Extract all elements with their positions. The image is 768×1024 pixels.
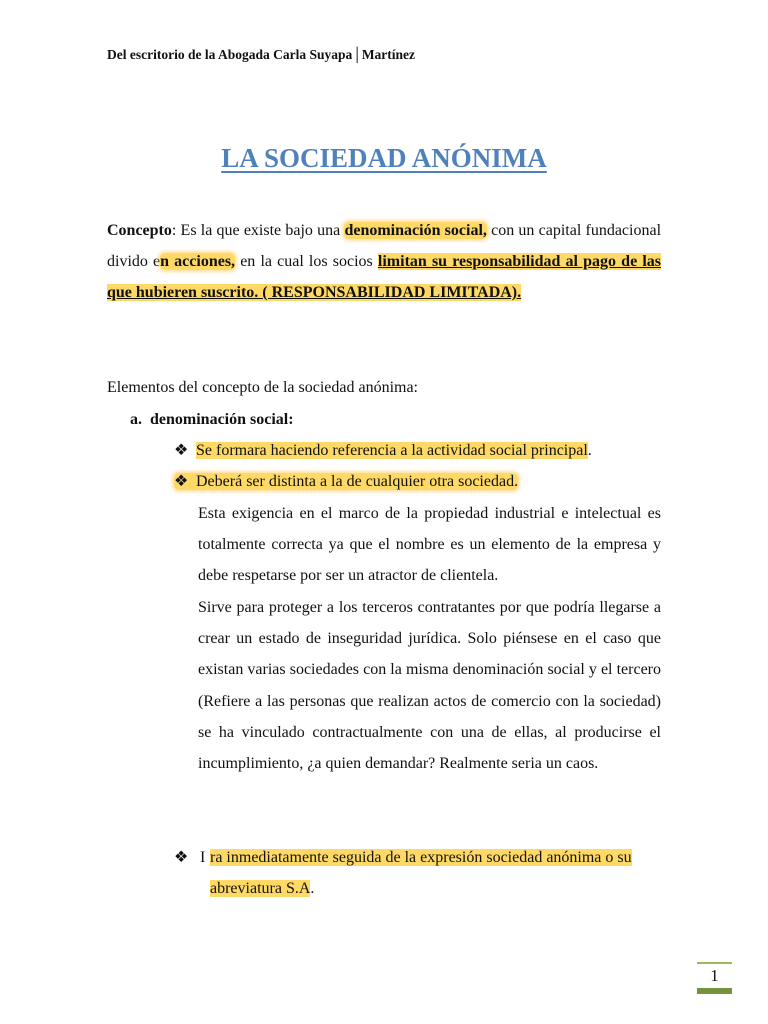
paragraph-proteger: Sirve para proteger a los terceros contratantes por que podría llegarse a crear un estado de inseguridad jurídica. Solo piénsese en el caso que existan varias sociedades con la misma denominación social y el tercero (Refiere a las personas que realizan actos de comercio con la sociedad) se ha vinculado contractualmente con una de ellas, al producirse el incumplimiento, ¿a quien demandar? Realmente seria un caos. [198, 599, 661, 773]
diamond-bullet-icon: ❖ [174, 442, 189, 459]
concepto-label: Concepto [107, 222, 172, 239]
page-number-rule [697, 962, 732, 964]
highlight-acciones: n acciones, [160, 253, 236, 270]
page-number-bar [697, 988, 732, 994]
diamond-bullet-icon: ❖ [174, 473, 189, 490]
bullet-3: ❖ I [174, 842, 661, 873]
highlight-responsabilidad: limitan su responsabilidad al pago de las que hubieren suscrito. ( RESPONSABILIDAD LIMITADA). [107, 253, 661, 301]
paragraph-exigencia: Esta exigencia en el marco de la propiedad industrial e intelectual es totalmente correcta ya que el nombre es un elemento de la empresa y debe respetarse por ser un atractor de clientela. [198, 505, 661, 585]
bullet-3-text: ra inmediatamente seguida de la expresión sociedad anónima o su abreviatura S.A. [210, 849, 632, 898]
highlight-denominacion: denominación social, [344, 222, 487, 239]
concepto-paragraph: Concepto: Es la que existe bajo una denominación social, con un capital fundacional divido en acciones, en la cual los socios limitan su responsabilidad al pago de las que hubieren suscrito. ( RESPONSABILIDAD LIMITADA). [107, 222, 662, 301]
document-title: LA SOCIEDAD ANÓNIMA [221, 143, 547, 173]
item-a: a. denominación social: [130, 411, 294, 428]
page-number-box [697, 962, 732, 992]
bullet-2: ❖ Deberá ser distinta a la de cualquier otra sociedad. [174, 466, 518, 497]
page-number: 1 [710, 966, 719, 985]
page-header: Del escritorio de la Abogada Carla Suyapa│Martínez [107, 47, 416, 62]
bullet-1: ❖ Se formara haciendo referencia a la actividad social principal. [174, 435, 592, 466]
elementos-intro: Elementos del concepto de la sociedad anónima: [107, 379, 418, 396]
diamond-bullet-icon: ❖ [174, 849, 189, 866]
